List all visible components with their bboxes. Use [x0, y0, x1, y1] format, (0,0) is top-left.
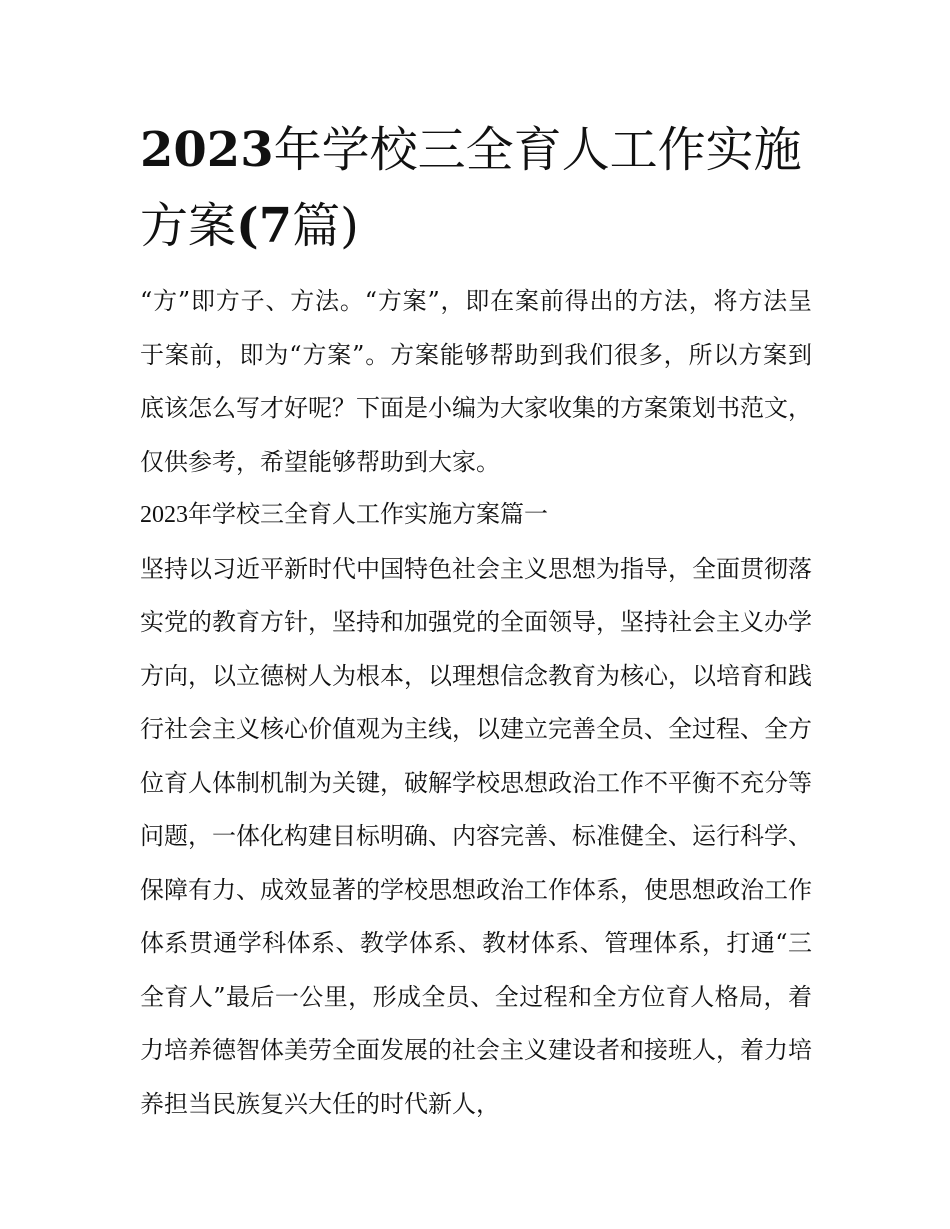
- intro-paragraph: “方”即方子、方法。“方案”，即在案前得出的方法，将方法呈于案前，即为“方案”。方案能够帮助到我们很多，所以方案到底该怎么写才好呢？下面是小编为大家收集的方案策划书范文，仅供参考，希望能够帮助到大家。: [140, 287, 812, 476]
- document-body: [140, 275, 812, 1131]
- section-heading: 2023年学校三全育人工作实施方案篇一: [140, 502, 548, 528]
- body-paragraph: 坚持以习近平新时代中国特色社会主义思想为指导，全面贯彻落实党的教育方针，坚持和加强党的全面领导，坚持社会主义办学方向，以立德树人为根本，以理想信念教育为核心，以培育和践行社会主义核心价值观为主线，以建立完善全员、全过程、全方位育人体制机制为关键，破解学校思想政治工作不平衡不充分等问题，一体化构建目标明确、内容完善、标准健全、运行科学、保障有力、成效显著的学校思想政治工作体系，使思想政治工作体系贯通学科体系、教学体系、教材体系、管理体系，打通“三全育人”最后一公里，形成全员、全过程和全方位育人格局，着力培养德智体美劳全面发展的社会主义建设者和接班人，着力培养担当民族复兴大任的时代新人，: [140, 554, 812, 1118]
- title-count: (7: [236, 198, 293, 254]
- title-suffix: 篇): [292, 198, 359, 254]
- document-title: [140, 112, 820, 264]
- title-main: 年学校三全育人工作实施方案: [140, 122, 802, 254]
- title-year: 2023: [140, 122, 274, 178]
